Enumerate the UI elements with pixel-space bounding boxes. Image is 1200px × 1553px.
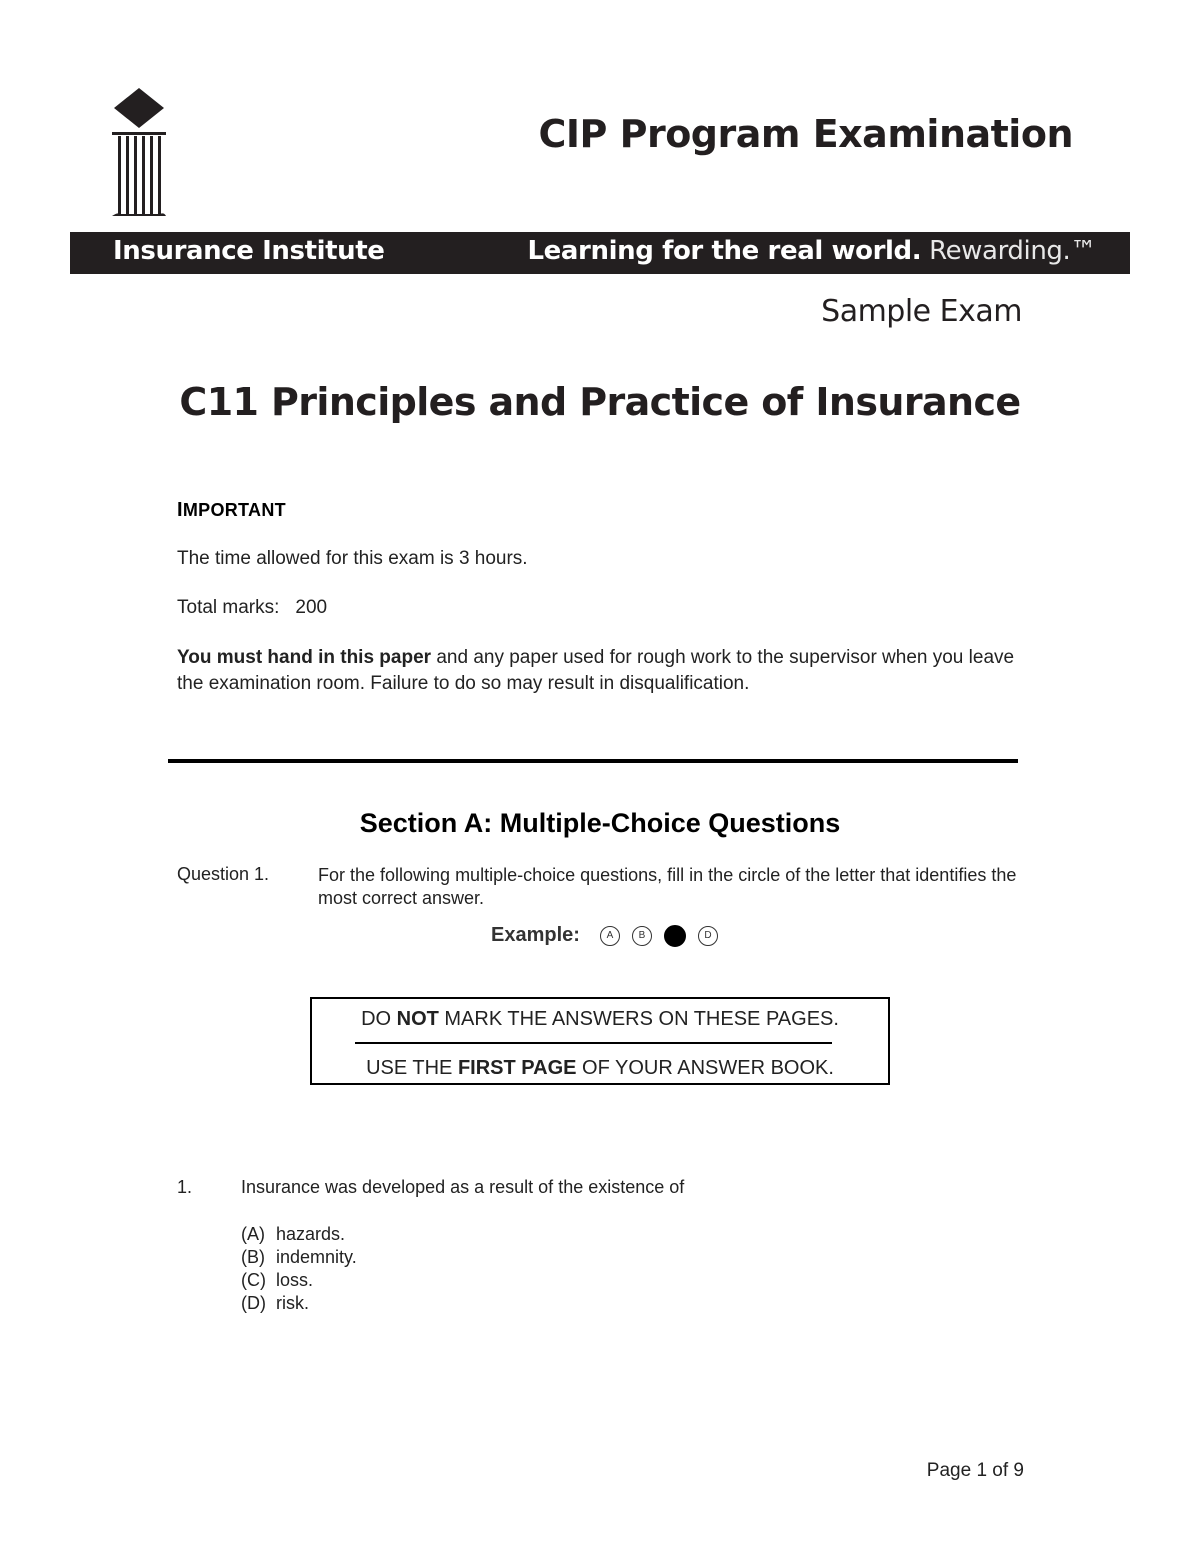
sample-exam-label: Sample Exam [821,294,1022,329]
notice-line-1-a: DO [361,1008,397,1030]
total-marks-label: Total marks: [177,597,280,618]
question-number: 1. [177,1177,193,1197]
important-heading [177,499,286,522]
banner-institute-name: Insurance Institute [113,236,385,266]
section-divider [168,759,1018,763]
option-a [241,1223,357,1246]
time-allowed-text: The time allowed for this exam is 3 hours. [177,548,528,569]
hand-in-bold: You must hand in this paper [177,647,432,668]
example-bubble-c-filled [664,925,686,947]
notice-line-1-b: MARK THE ANSWERS ON THESE PAGES. [438,1008,839,1030]
option-letter: (B) [241,1247,265,1267]
option-letter: (D) [241,1293,266,1313]
notice-line-2 [312,1057,888,1080]
important-heading-initial: I [177,499,183,521]
insurance-institute-logo-icon [108,88,170,220]
example-bubble-b: B [632,926,652,946]
banner-tagline-bold: Learning for the real world. [527,236,922,266]
notice-line-2-bold: FIRST PAGE [457,1057,577,1079]
hand-in-instructions [177,645,1037,697]
course-title: C11 Principles and Practice of Insurance [179,380,1021,424]
example-bubble-d: D [698,926,718,946]
option-text: indemnity. [276,1247,357,1267]
option-d [241,1292,357,1315]
option-letter: (C) [241,1270,266,1290]
question-text: Insurance was developed as a result of the existence of [241,1177,685,1197]
notice-divider [355,1042,832,1044]
notice-line-1-bold: NOT [396,1008,439,1030]
hand-in-rest: and any paper used for rough work to the supervisor when you leave the examination room. Failure to do so may result in disqualification. [177,647,1015,694]
option-text: loss. [276,1270,314,1290]
exam-program-title: CIP Program Examination [538,112,1073,156]
question-instructions: For the following multiple-choice questions, fill in the circle of the letter that identifies the most correct answer. [318,865,1017,908]
notice-line-2-b: OF YOUR ANSWER BOOK. [576,1057,834,1079]
example-bubble-a: A [600,926,620,946]
notice-line-1 [312,1008,888,1031]
banner-tagline-light: Rewarding.™ [929,236,1096,266]
header-banner [70,232,1130,274]
important-heading-rest: MPORTANT [182,500,286,520]
option-b [241,1246,357,1269]
option-c [241,1269,357,1292]
section-title: Section A: Multiple-Choice Questions [359,808,841,838]
example-label: Example: [491,924,580,946]
example-answer [491,924,730,947]
total-marks-value: 200 [295,597,328,618]
banner-tagline [528,236,1097,266]
option-text: risk. [276,1293,309,1313]
option-text: hazards. [276,1224,346,1244]
question-label: Question 1. [177,864,270,884]
answer-options [241,1223,357,1315]
option-letter: (A) [241,1224,265,1244]
page-number: Page 1 of 9 [926,1460,1024,1481]
total-marks [177,595,327,621]
notice-line-2-a: USE THE [366,1057,458,1079]
answer-notice-box [310,997,890,1085]
